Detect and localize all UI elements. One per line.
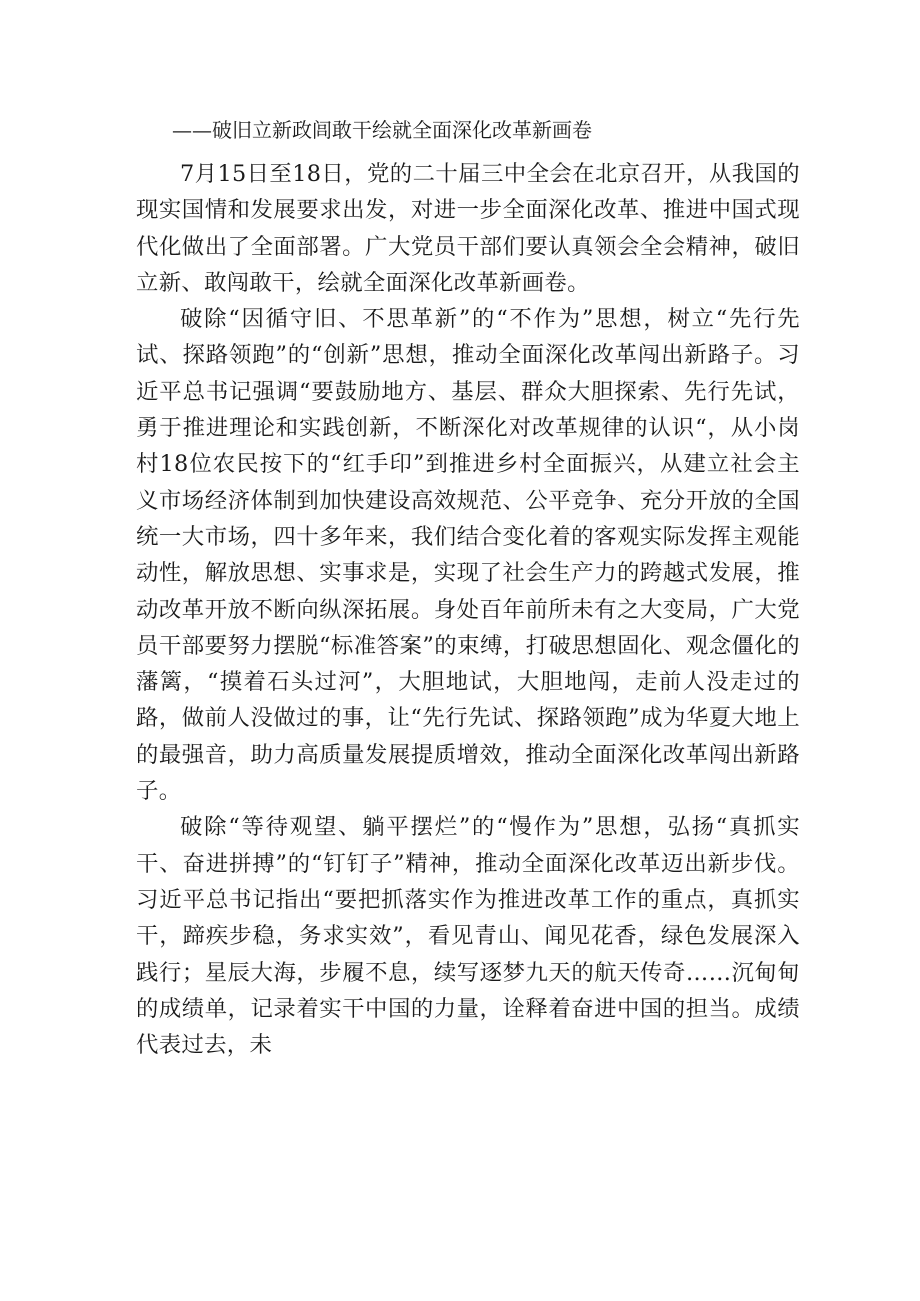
document-subtitle: ——破旧立新政闾敢干绘就全面深化改革新画卷 — [172, 118, 592, 142]
paragraph-innovation: 破除“因循守旧、不思革新”的“不作为”思想，树立“先行先试、探路领跑”的“创新”思想，推动全面深化改革闯出新路子。习近平总书记强调“要鼓励地方、基层、群众大胆探索、先行先试，勇于推进理论和实践创新，不断深化对改革规律的认识“，从小岗村18位农民按下的“红手印”到推进乡村全面振兴，从建立社会主义市场经济体制到加快建设高效规范、公平竞争、充分开放的全国统一大市场，四十多年来，我们结合变化着的客观实际发挥主观能动性，解放思想、实事求是，实现了社会生产力的跨越式发展，推动改革开放不断向纵深拓展。身处百年前所未有之大变局，广大党员干部要努力摆脱“标准答案”的束缚，打破思想固化、观念僵化的藩篱，“摸着石头过河”，大胆地试，大胆地闯，走前人没走过的路，做前人没做过的事，让“先行先试、探路领跑”成为华夏大地上的最强音，助力高质量发展提质增效，推动全面深化改革闯出新路子。 — [136, 306, 800, 805]
paragraph-action: 破除“等待观望、躺平摆烂”的“慢作为”思想，弘扬“真抓实干、奋进拼搏”的“钉钉子”精神，推动全面深化改革迈出新步伐。习近平总书记指出“要把抓落实作为推进改革工作的重点，真抓实干，蹄疾步稳，务求实效”，看见青山、闻见花香，绿色发展深入践行；星辰大海，步履不息，续写逐梦九天的航天传奇……沉甸甸的成绩单，记录着实干中国的力量，诠释着奋进中国的担当。成绩代表过去，未 — [136, 814, 800, 1059]
document-page — [136, 106, 800, 1063]
paragraph-intro: 7月15日至18日，党的二十届三中全会在北京召开，从我国的现实国情和发展要求出发，对进一步全面深化改革、推进中国式现代化做出了全面部署。广大党员干部们要认真领会全会精神，破旧立新、敢闯敢干，绘就全面深化改革新画卷。 — [136, 161, 800, 296]
